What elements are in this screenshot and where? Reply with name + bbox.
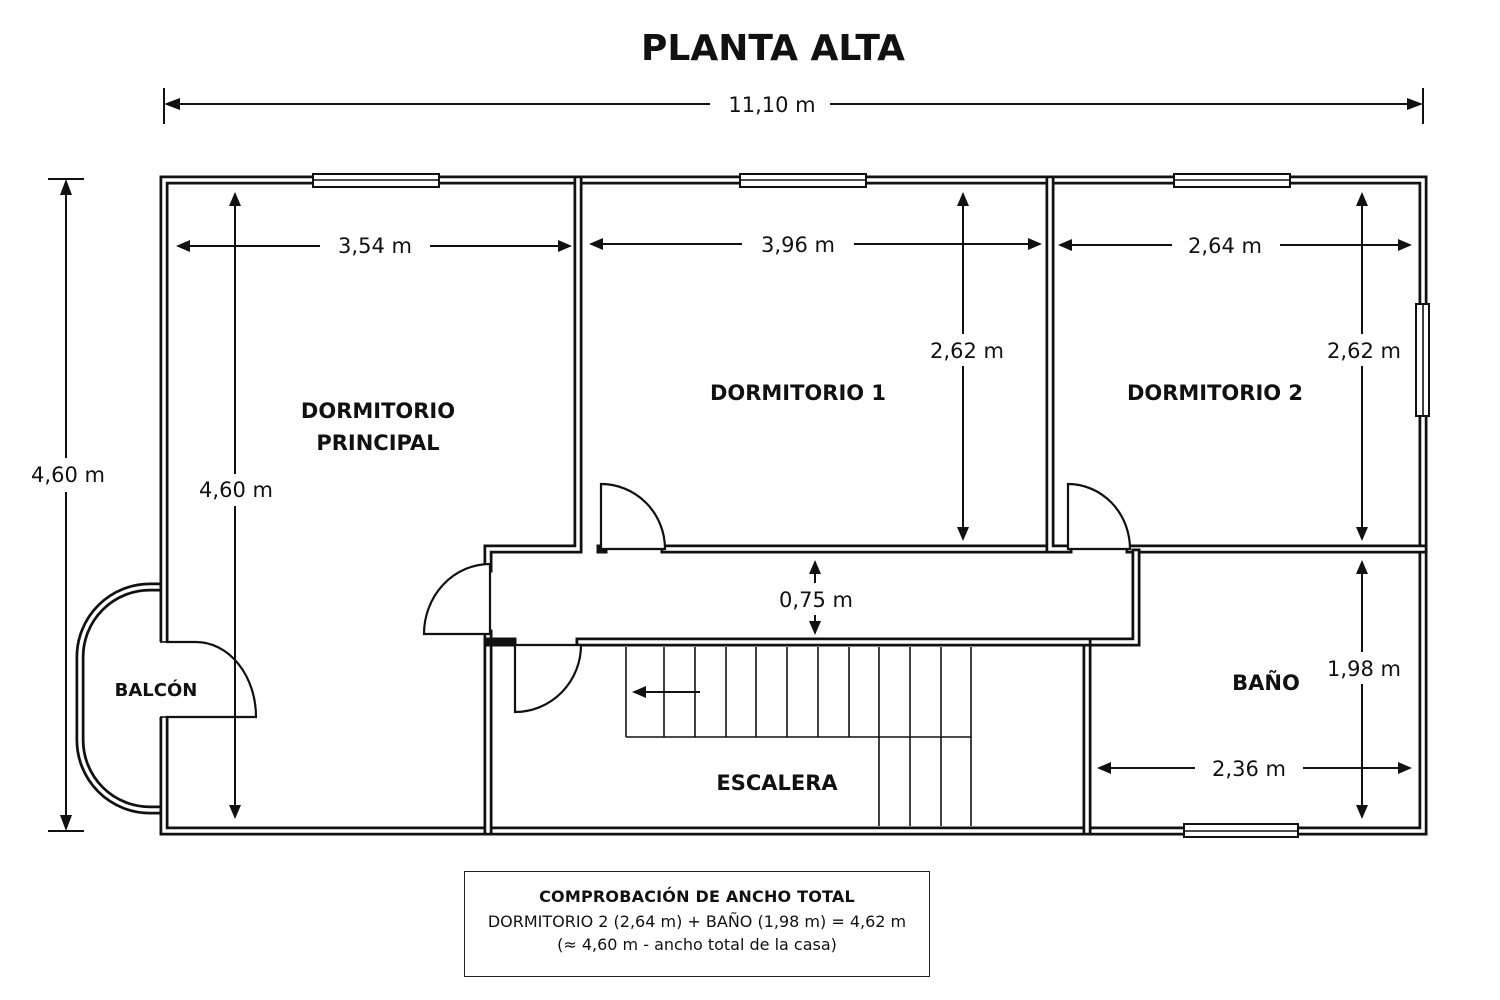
dorm1-depth-label: 2,62 m [930,339,1004,363]
note-title: COMPROBACIÓN DE ANCHO TOTAL [539,887,855,906]
bano-width-label: 2,36 m [1212,757,1286,781]
room-balcon-name: BALCÓN [114,680,198,701]
principal-width-label: 3,54 m [338,234,412,258]
overall-height-dimension [20,179,112,831]
overall-width-dimension [164,88,1423,124]
dim-corridor-width [772,560,860,635]
room-escalera-name: ESCALERA [716,771,838,795]
dim-bano-depth [1320,560,1406,819]
dorm1-width-label: 3,96 m [761,233,835,257]
dim-dorm1-width [589,228,1042,260]
dorm2-width-label: 2,64 m [1188,234,1262,258]
stair-direction-arrow [632,686,700,698]
width-check-note [464,871,930,977]
overall-width-label: 11,10 m [728,93,816,117]
dim-dorm2-width [1058,229,1412,261]
plan-title: PLANTA ALTA [641,28,905,69]
exterior-walls [164,180,1423,831]
door-dorm1 [601,484,665,549]
dim-bano-width [1097,752,1412,784]
note-line-1: DORMITORIO 2 (2,64 m) + BAÑO (1,98 m) = 4,62 m [487,912,907,931]
note-line-2: (≈ 4,60 m - ancho total de la casa) [557,935,837,954]
corridor-width-label: 0,75 m [779,588,853,612]
dorm2-depth-label: 2,62 m [1327,339,1401,363]
room-bano-name: BAÑO [1232,671,1300,695]
bano-depth-label: 1,98 m [1327,657,1401,681]
door-principal [424,564,490,634]
principal-depth-label: 4,60 m [199,478,273,502]
room-dorm1-name: DORMITORIO 1 [709,381,887,405]
room-principal-name-1: DORMITORIO [300,399,456,423]
staircase [626,647,971,826]
room-principal-name-2: PRINCIPAL [316,431,440,455]
door-escalera [515,645,581,712]
doors [166,484,1130,717]
door-dorm2 [1068,484,1130,549]
room-dorm2-name: DORMITORIO 2 [1126,381,1304,405]
dim-principal-depth [195,192,277,819]
overall-height-label: 4,60 m [31,463,105,487]
